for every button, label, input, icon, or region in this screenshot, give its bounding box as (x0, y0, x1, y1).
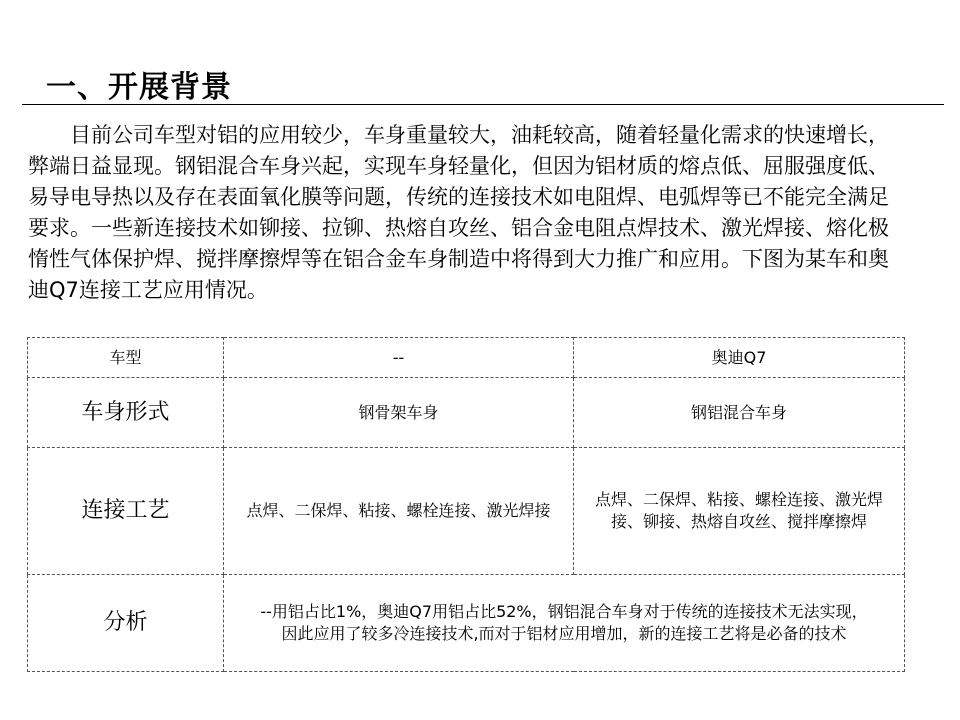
header-car-b-cell: 奥迪Q7 (574, 338, 905, 378)
header-label-cell: 车型 (28, 338, 224, 378)
intro-text: 目前公司车型对铝的应用较少，车身重量较大，油耗较高，随着轻量化需求的快速增长，弊端日益显现。钢铝混合车身兴起，实现车身轻量化，但因为铝材质的熔点低、屈服强度低、易导电导热以及存在表面氧化膜等问题，传统的连接技术如电阻焊、电弧焊等已不能完全满足要求。一些新连接技术如铆接、拉铆、热熔自攻丝、铝合金电阻点焊技术、激光焊接、熔化极惰性气体保护焊、搅拌摩擦焊等在铝合金车身制造中将得到大力推广和应用。下图为某车和奥迪Q7连接工艺应用情况。 (28, 123, 889, 302)
intro-paragraph (28, 120, 898, 306)
joining-process-car-a: 点焊、二保焊、粘接、螺栓连接、激光焊接 (224, 448, 574, 575)
table-header-row (28, 338, 905, 378)
body-form-car-a: 钢骨架车身 (224, 378, 574, 448)
joining-process-row (28, 448, 905, 575)
analysis-row (28, 575, 905, 672)
header-car-a-cell: -- (224, 338, 574, 378)
page-title: 一、开展背景 (46, 70, 232, 105)
joining-process-label: 连接工艺 (28, 448, 224, 575)
body-form-label: 车身形式 (28, 378, 224, 448)
joining-comparison-table (27, 337, 905, 672)
body-form-car-b: 钢铝混合车身 (574, 378, 905, 448)
analysis-text: --用铝占比1%，奥迪Q7用铝占比52%，钢铝混合车身对于传统的连接技术无法实现，因此应用了较多冷连接技术,而对于铝材应用增加，新的连接工艺将是必备的技术 (224, 575, 905, 672)
body-form-row (28, 378, 905, 448)
analysis-label: 分析 (28, 575, 224, 672)
title-divider (22, 104, 944, 105)
joining-process-car-b: 点焊、二保焊、粘接、螺栓连接、激光焊接、铆接、热熔自攻丝、搅拌摩擦焊 (574, 448, 905, 575)
